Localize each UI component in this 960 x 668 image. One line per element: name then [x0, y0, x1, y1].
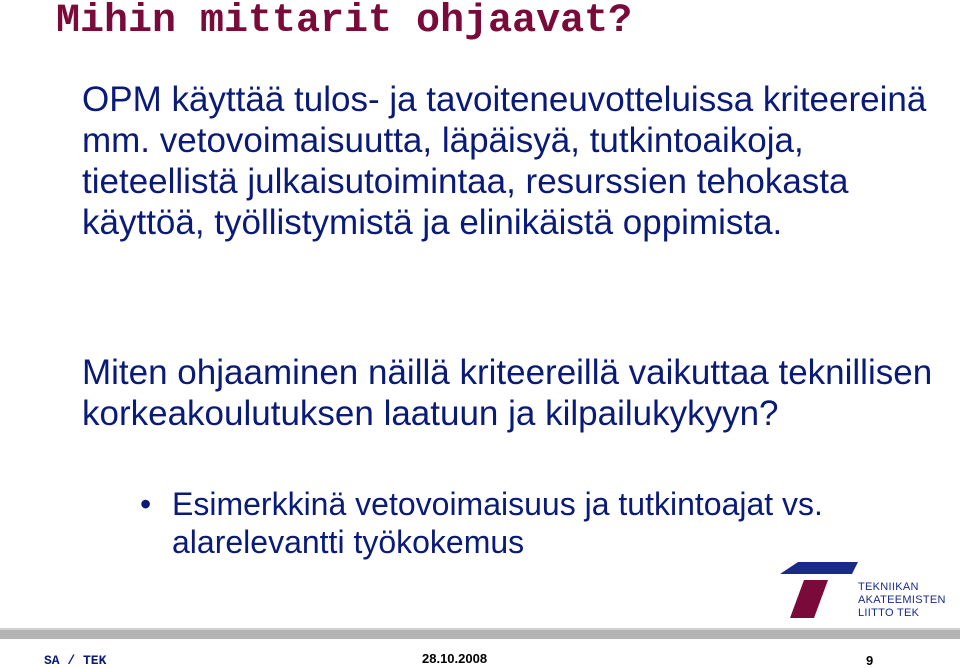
page-number: 9: [866, 653, 874, 668]
logo-maroon-shape: [790, 580, 828, 618]
logo-text: [858, 581, 946, 620]
logo-line-2: AKATEEMISTEN: [858, 594, 946, 606]
bullet-marker: •: [140, 486, 152, 522]
bullet-text: Esimerkkinä vetovoimaisuus ja tutkintoajat vs. alarelevantti työkokemus: [172, 486, 823, 560]
logo-line-1: TEKNIIKAN: [858, 581, 919, 593]
logo-navy-shape: [780, 562, 858, 574]
paragraph-criteria: OPM käyttää tulos- ja tavoiteneuvotteluissa kriteereinä mm. vetovoimaisuutta, läpäisyä, tutkintoaikoja, tieteellistä julkaisutoimintaa, resurssien tehokasta käyttöä, työllistymistä ja elinikäistä oppimista.: [82, 80, 927, 242]
footer-organization: SA / TEK: [44, 653, 107, 668]
slide-title: Mihin mittarit ohjaavat?: [56, 0, 633, 44]
paragraph-question: Miten ohjaaminen näillä kriteereillä vaikuttaa teknillisen korkeakoulutuksen laatuun ja kilpailukykyyn?: [82, 353, 933, 433]
footer-bar: [0, 628, 960, 639]
footer-date: 28.10.2008: [422, 651, 488, 666]
logo-line-3: LIITTO TEK: [858, 607, 920, 619]
